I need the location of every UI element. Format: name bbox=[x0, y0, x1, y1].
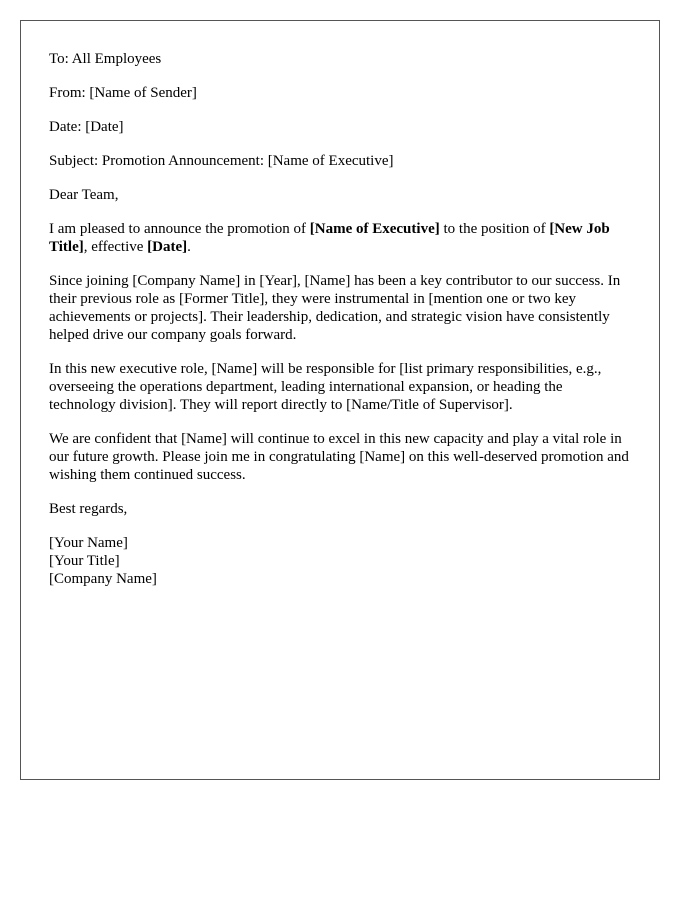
announcement-text-3: , effective bbox=[83, 239, 148, 255]
executive-name-placeholder: [Name of Executive] bbox=[309, 221, 440, 237]
announcement-text-1: I am pleased to announce the promotion of bbox=[49, 221, 310, 237]
memo-to-line: To: All Employees bbox=[49, 51, 162, 67]
effective-date-placeholder: [Date] bbox=[147, 239, 188, 255]
congratulations-paragraph: We are confident that [Name] will continue to excel in this new capacity and play a vital role in our future growth. Please join me in congratulating [Name] on this well-deserved promotion and wishing them continued success. bbox=[49, 431, 629, 483]
announcement-paragraph bbox=[49, 220, 631, 256]
responsibilities-paragraph: In this new executive role, [Name] will be responsible for [list primary responsibilities, e.g., overseeing the operations department, leading international expansion, or heading the technology division]. They will report directly to [Name/Title of Supervisor]. bbox=[49, 361, 602, 413]
announcement-text-2: to the position of bbox=[439, 221, 550, 237]
signature-block bbox=[49, 534, 631, 588]
closing: Best regards, bbox=[49, 501, 128, 517]
signature-name: [Your Name] bbox=[49, 535, 128, 551]
memo-document bbox=[20, 20, 660, 780]
background-paragraph: Since joining [Company Name] in [Year], [Name] has been a key contributor to our success. In their previous role as [Former Title], they were instrumental in [mention one or two key achievements or projects]. Their leadership, dedication, and strategic vision have consistently helped drive our company goals forward. bbox=[49, 273, 621, 343]
announcement-text-4: . bbox=[187, 239, 191, 255]
signature-title: [Your Title] bbox=[49, 553, 120, 569]
greeting: Dear Team, bbox=[49, 187, 119, 203]
memo-subject-line: Subject: Promotion Announcement: [Name of Executive] bbox=[49, 153, 394, 169]
signature-company: [Company Name] bbox=[49, 571, 157, 587]
new-job-title-placeholder: [New Job Title] bbox=[49, 221, 610, 255]
memo-date-line: Date: [Date] bbox=[49, 119, 124, 135]
memo-from-line: From: [Name of Sender] bbox=[49, 85, 197, 101]
